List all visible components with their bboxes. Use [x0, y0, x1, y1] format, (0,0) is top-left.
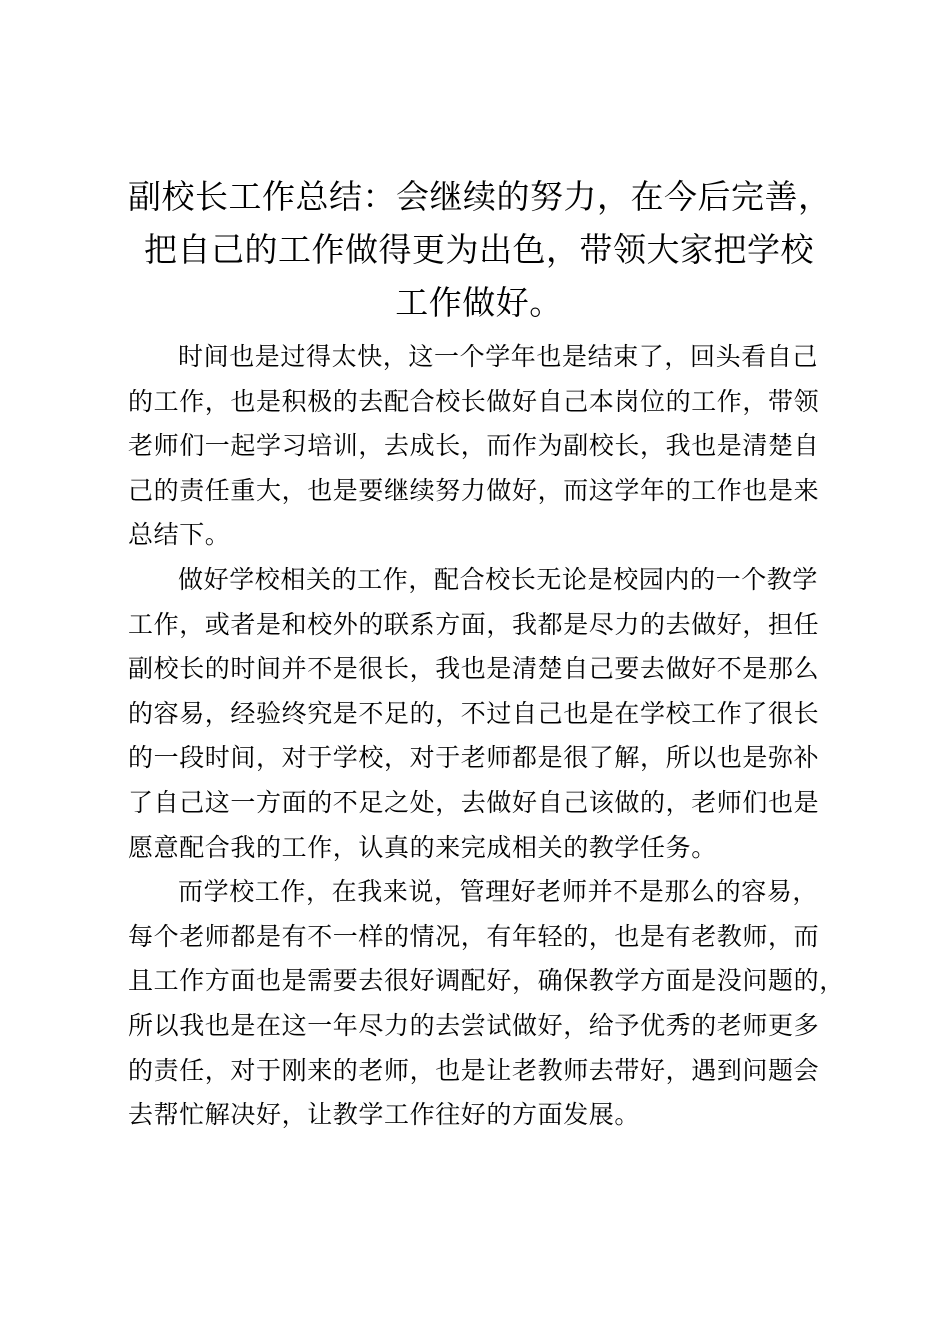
paragraph-line: 的容易，经验终究是不足的，不过自己也是在学校工作了很长 [128, 698, 820, 728]
paragraph-1 [128, 335, 830, 558]
paragraph-line: 每个老师都是有不一样的情况，有年轻的，也是有老教师，而 [128, 921, 820, 951]
paragraph-line: 总结下。 [128, 520, 231, 550]
title-line: 把自己的工作做得更为出色，带领大家把学校 [144, 230, 814, 269]
paragraph-line: 做好学校相关的工作，配合校长无论是校园内的一个教学 [178, 564, 819, 594]
paragraph-line: 愿意配合我的工作，认真的来完成相关的教学任务。 [128, 832, 717, 862]
paragraph-3 [128, 870, 845, 1138]
paragraph-line: 的一段时间，对于学校，对于老师都是很了解，所以也是弥补 [128, 743, 820, 773]
paragraph-line: 去帮忙解决好，让教学工作往好的方面发展。 [128, 1100, 641, 1130]
paragraph-line: 工作，或者是和校外的联系方面，我都是尽力的去做好，担任 [128, 609, 820, 639]
paragraph-line: 的工作，也是积极的去配合校长做好自己本岗位的工作，带领 [128, 386, 820, 416]
paragraph-line: 的责任，对于刚来的老师，也是让老教师去带好，遇到问题会 [128, 1055, 820, 1085]
paragraph-line: 时间也是过得太快，这一个学年也是结束了，回头看自己 [178, 342, 819, 371]
paragraph-line: 而学校工作，在我来说，管理好老师并不是那么的容易， [178, 877, 819, 907]
paragraph-2 [128, 558, 830, 870]
paragraph-line: 了自己这一方面的不足之处，去做好自己该做的，老师们也是 [128, 787, 820, 817]
document-title [128, 170, 830, 329]
paragraph-line: 副校长的时间并不是很长，我也是清楚自己要去做好不是那么 [128, 654, 820, 684]
title-line: 工作做好。 [395, 283, 563, 322]
paragraph-line: 所以我也是在这一年尽力的去尝试做好，给予优秀的老师更多 [128, 1010, 820, 1040]
paragraph-line: 且工作方面也是需要去很好调配好，确保教学方面是没问题的， [128, 966, 845, 996]
paragraph-line: 己的责任重大，也是要继续努力做好，而这学年的工作也是来 [128, 475, 820, 505]
paragraph-line: 老师们一起学习培训，去成长，而作为副校长，我也是清楚自 [128, 431, 820, 461]
title-line: 副校长工作总结：会继续的努力，在今后完善， [128, 177, 832, 216]
